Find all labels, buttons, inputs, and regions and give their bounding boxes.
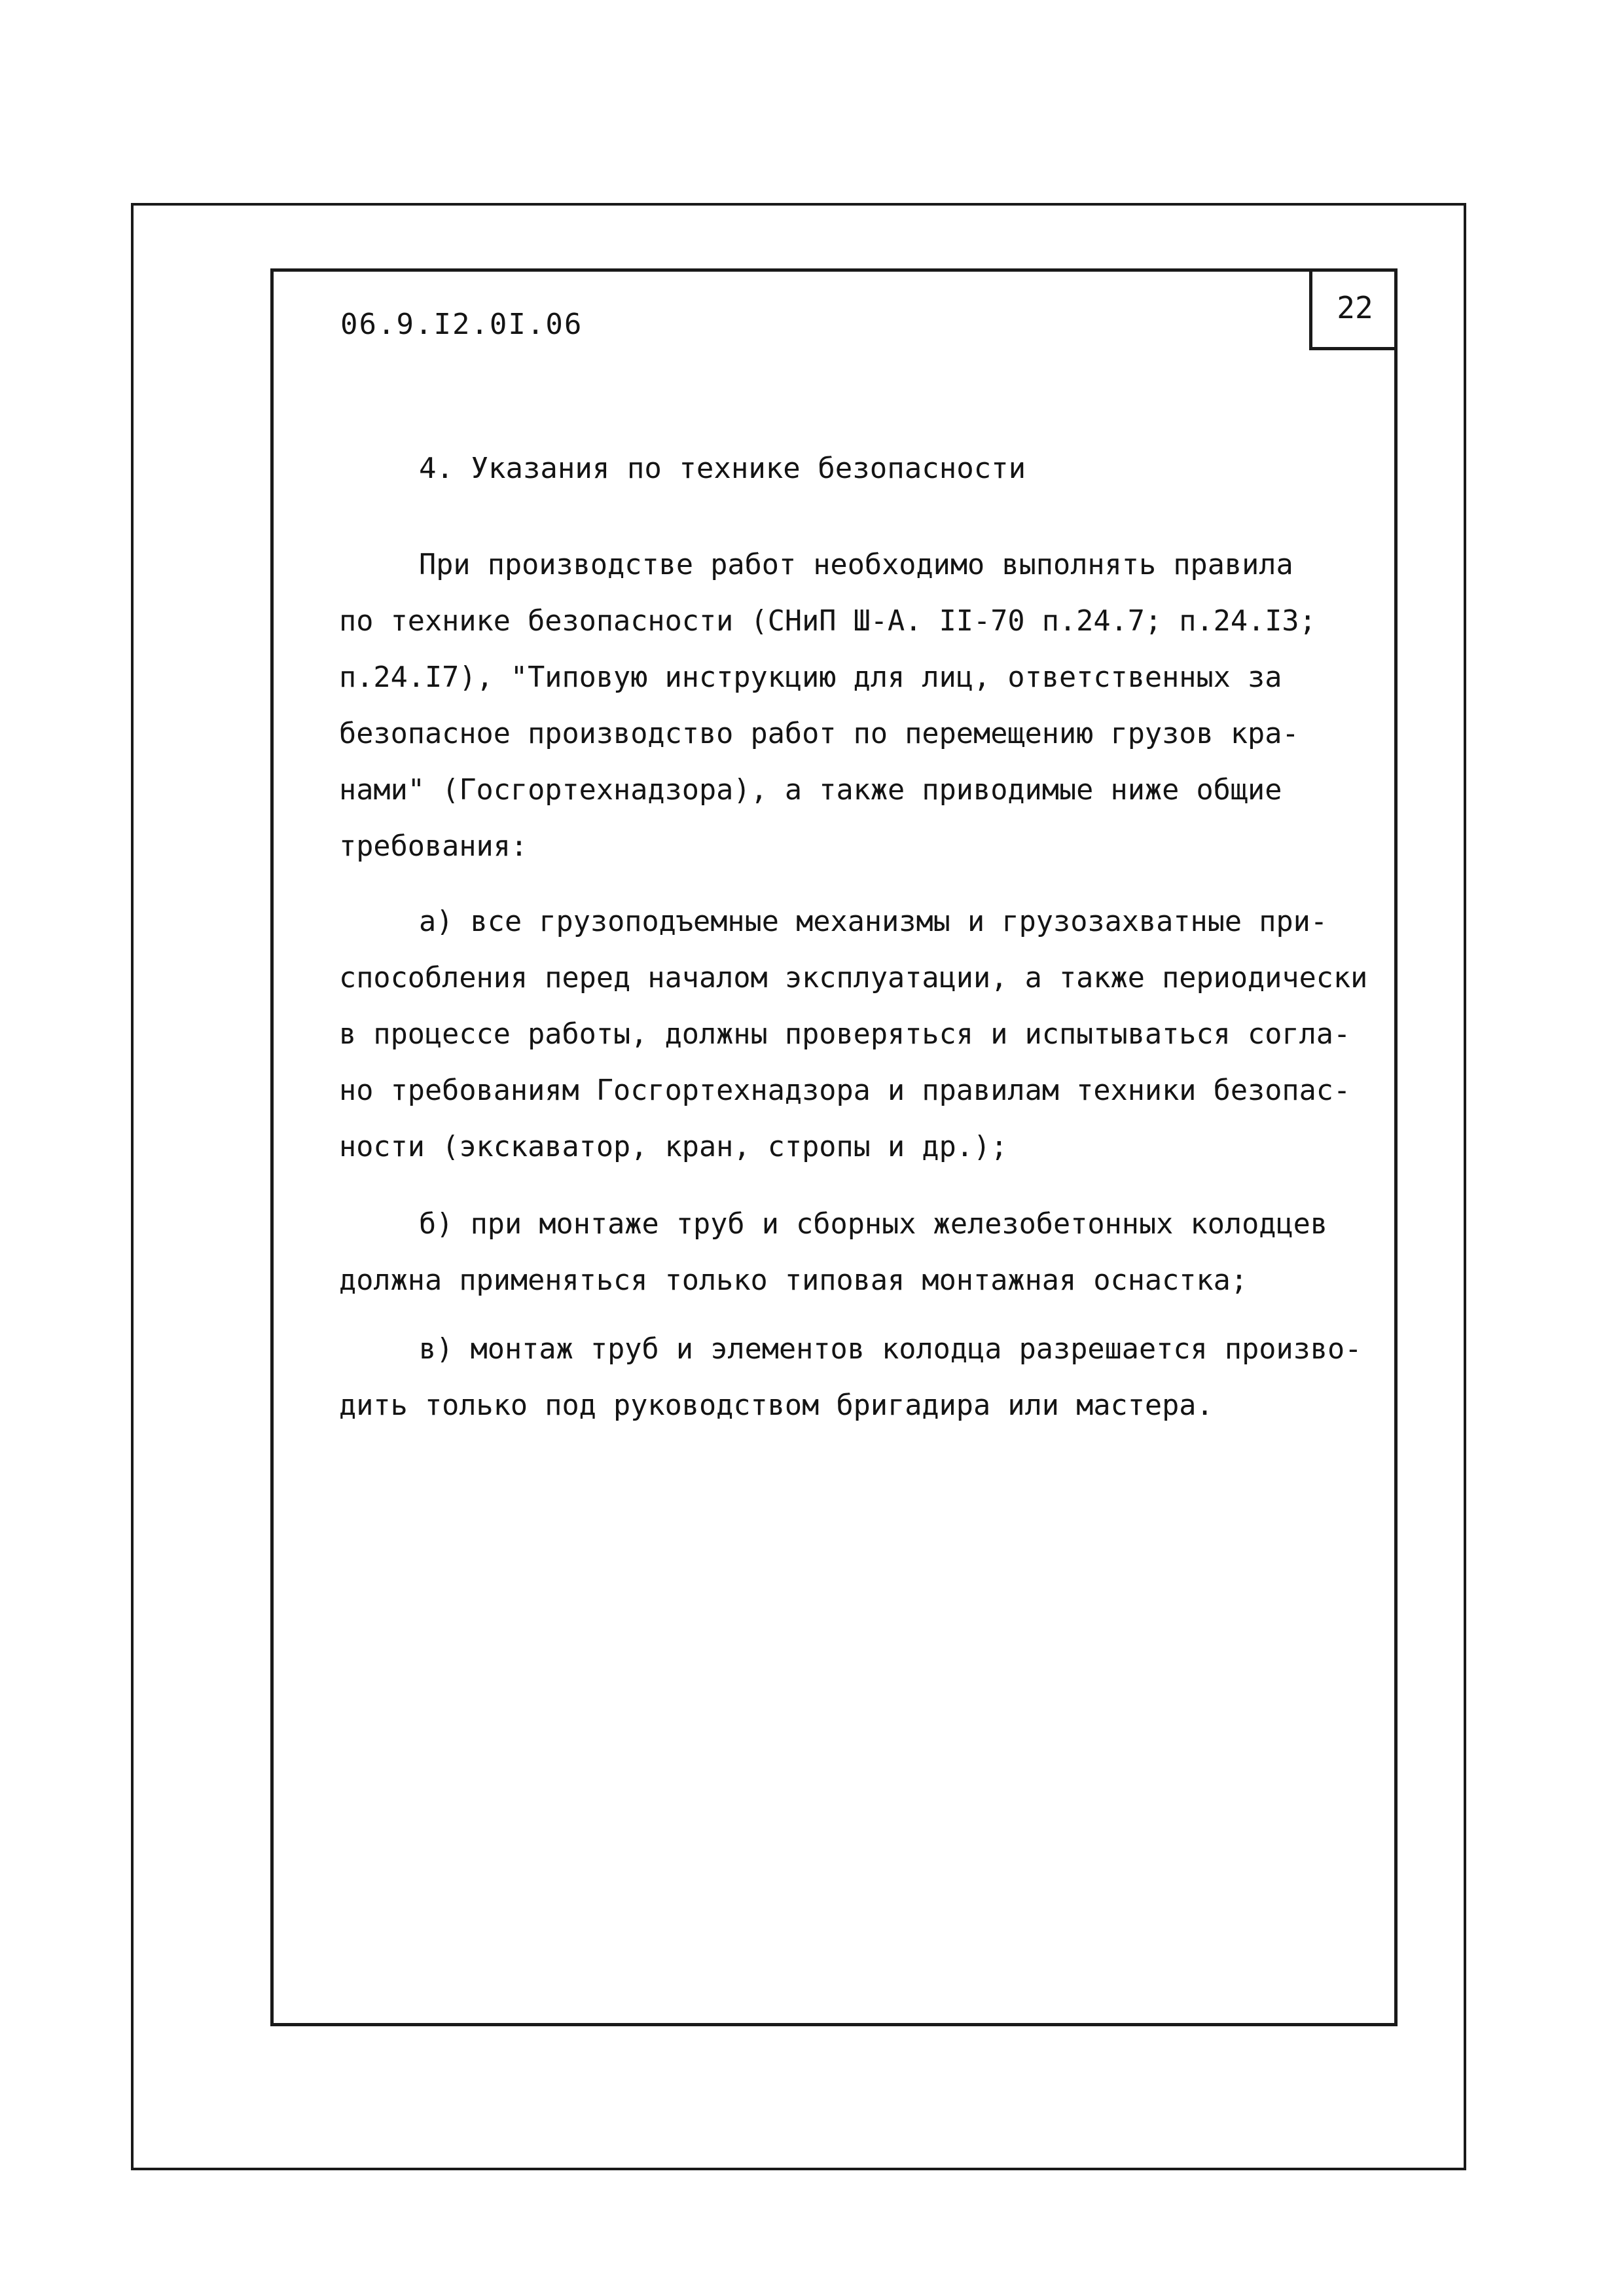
item-a-paragraph xyxy=(339,894,1386,1175)
text-line: в) монтаж труб и элементов колодца разрешается произво- xyxy=(419,1333,1362,1366)
section-heading: 4. Указания по технике безопасности xyxy=(419,452,1026,485)
text-line: требования: xyxy=(339,830,528,863)
text-line: п.24.I7), "Типовую инструкцию для лиц, ответственных за xyxy=(339,661,1282,694)
text-line: дить только под руководством бригадира или мастера. xyxy=(339,1389,1214,1422)
text-line: безопасное производство работ по перемещению грузов кра- xyxy=(339,718,1299,750)
item-c-paragraph xyxy=(339,1321,1386,1434)
page-number: 22 xyxy=(1309,268,1398,350)
text-line: но требованиям Госгортехнадзора и правилам техники безопас- xyxy=(339,1074,1351,1107)
item-b-paragraph xyxy=(339,1196,1386,1309)
document-code: 06.9.I2.0I.06 xyxy=(340,308,583,341)
text-line: нами" (Госгортехнадзора), а также приводимые ниже общие xyxy=(339,774,1282,807)
text-line: в процессе работы, должны проверяться и испытываться согла- xyxy=(339,1018,1351,1051)
intro-paragraph xyxy=(339,537,1386,875)
text-line: способления перед началом эксплуатации, а также периодически xyxy=(339,962,1368,994)
text-line: ности (экскаватор, кран, стропы и др.); xyxy=(339,1131,1008,1163)
text-line: а) все грузоподъемные механизмы и грузозахватные при- xyxy=(419,905,1328,938)
text-line: б) при монтаже труб и сборных железобетонных колодцев xyxy=(419,1208,1328,1241)
text-line: по технике безопасности (СНиП Ш-А. II-70 п.24.7; п.24.I3; xyxy=(339,605,1316,638)
text-line: должна применяться только типовая монтажная оснастка; xyxy=(339,1264,1248,1297)
text-line: При производстве работ необходимо выполнять правила xyxy=(419,549,1293,581)
